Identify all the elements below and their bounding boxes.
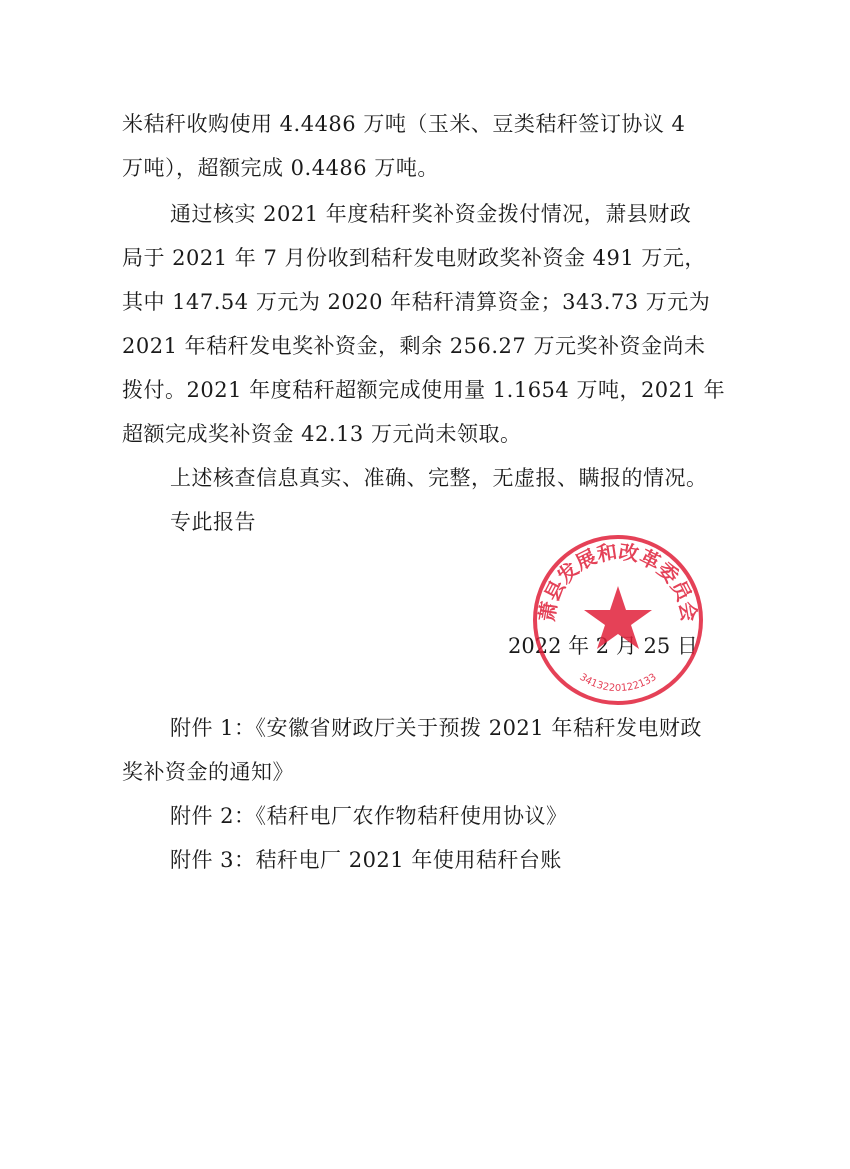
body-line-4: 局于 2021 年 7 月份收到秸秆发电财政奖补资金 491 万元， — [122, 246, 706, 270]
body-line-5: 其中 147.54 万元为 2020 年秸秆清算资金；343.73 万元为 — [122, 290, 711, 314]
attachment-2: 附件 2：《秸秆电厂农作物秸秆使用协议》 — [170, 804, 568, 828]
body-line-3: 通过核实 2021 年度秸秆奖补资金拨付情况，萧县财政 — [170, 202, 692, 226]
seal-star-icon — [584, 586, 652, 649]
attachment-1-line-2: 奖补资金的通知》 — [122, 760, 294, 784]
closing-line: 专此报告 — [170, 510, 256, 534]
seal-text-path: 萧县发展和改革委员会 — [534, 539, 702, 624]
seal-code-path: 3413220122133 — [577, 671, 659, 695]
body-line-1: 米秸秆收购使用 4.4486 万吨（玉米、豆类秸秆签订协议 4 — [122, 112, 686, 136]
signature-date: 2022 年 2 月 25 日 — [508, 634, 698, 658]
attachment-3: 附件 3：秸秆电厂 2021 年使用秸秆台账 — [170, 848, 562, 872]
body-line-8: 超额完成奖补资金 42.13 万元尚未领取。 — [122, 422, 522, 446]
body-line-2: 万吨），超额完成 0.4486 万吨。 — [122, 156, 439, 180]
body-line-6: 2021 年秸秆发电奖补资金，剩余 256.27 万元奖补资金尚未 — [122, 334, 706, 358]
body-line-7: 拨付。2021 年度秸秆超额完成使用量 1.1654 万吨，2021 年 — [122, 378, 726, 402]
official-seal — [530, 532, 706, 708]
seal-code — [577, 672, 658, 694]
attachment-1-line-1: 附件 1：《安徽省财政厅关于预拨 2021 年秸秆发电财政 — [170, 716, 702, 740]
body-line-9: 上述核查信息真实、准确、完整，无虚报、瞒报的情况。 — [170, 466, 708, 490]
